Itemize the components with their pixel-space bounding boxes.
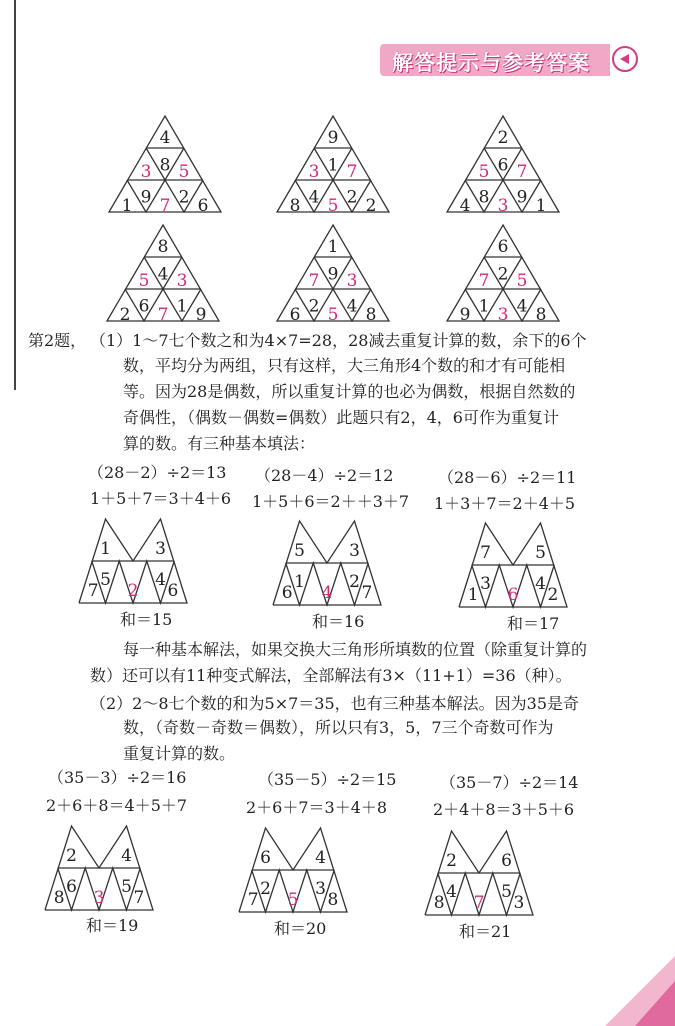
number-triangle — [272, 520, 382, 606]
cell-number: 7 — [346, 162, 358, 182]
cell-number: 2 — [497, 128, 509, 148]
cell-number: 2 — [497, 264, 509, 285]
cell-number: 5 — [535, 543, 546, 563]
cell-number: 8 — [327, 890, 339, 910]
equation: （35－3）÷2＝16 — [48, 768, 187, 787]
cell-number: 1 — [467, 585, 479, 605]
equation: 2＋4＋8＝3＋5＋6 — [433, 800, 575, 819]
cell-number: 7 — [133, 888, 145, 908]
cell-number: 5 — [294, 541, 305, 561]
equation: 1＋5＋6＝2＋＋3＋7 — [252, 492, 410, 511]
cell-number: 5 — [327, 305, 339, 325]
cell-number: 5 — [121, 877, 132, 898]
cell-number: 8 — [159, 155, 171, 176]
cell-number: 2 — [365, 196, 377, 216]
cell-number: 1 — [535, 196, 547, 216]
cell-number: 6 — [289, 305, 301, 325]
cell-number: 5 — [287, 890, 299, 910]
cell-number: 8 — [478, 187, 490, 208]
cell-number: 5 — [501, 882, 512, 903]
cell-number: 7 — [516, 162, 528, 182]
cell-number: 7 — [157, 305, 169, 325]
cell-number: 2 — [308, 296, 320, 317]
cell-number: 7 — [159, 196, 171, 216]
page-corner-decoration — [595, 956, 675, 1026]
equation: （28－2）÷2＝13 — [88, 463, 227, 482]
number-triangle — [44, 825, 154, 911]
cell-number: 6 — [138, 296, 150, 317]
cell-number: 7 — [308, 271, 320, 291]
cell-number: 9 — [195, 305, 207, 325]
cell-number: 5 — [178, 162, 190, 182]
number-triangle — [106, 224, 220, 325]
cell-number: 8 — [535, 305, 547, 325]
cell-number: 1 — [100, 539, 111, 559]
number-triangle — [446, 115, 560, 216]
cell-number: 3 — [155, 539, 166, 559]
left-margin-rule — [14, 0, 16, 390]
cell-number: 8 — [365, 305, 377, 325]
cell-number: 8 — [433, 893, 445, 913]
paragraph-line: 每一种基本解法，如果交换大三角形所填数的位置（除重复计算的 — [123, 640, 588, 659]
number-triangle — [276, 115, 390, 216]
cell-number: 3 — [349, 541, 360, 561]
paragraph-line: 奇偶性，（偶数－偶数=偶数）此题只有2，4，6可作为重复计 — [123, 408, 559, 427]
cell-number: 7 — [247, 890, 259, 910]
cell-number: 2 — [346, 187, 358, 208]
sum-label: 和＝20 — [274, 919, 327, 938]
cell-number: 3 — [513, 893, 525, 913]
cell-number: 2 — [127, 581, 139, 601]
header-title: 解答提示与参考答案 — [392, 51, 590, 75]
cell-number: 6 — [66, 877, 77, 898]
paragraph-line: 等。因为28是偶数，所以重复计算的也必为偶数，根据自然数的 — [123, 382, 576, 401]
paragraph-line: 数）还可以有11种变式解法，全部解法有3×（11+1）=36（种）。 — [90, 666, 572, 685]
cell-number: 3 — [346, 271, 358, 291]
cell-number: 2 — [66, 846, 77, 866]
cell-number: 4 — [321, 583, 333, 603]
question-label: 第2题， — [28, 331, 87, 350]
cell-number: 4 — [459, 196, 471, 216]
cell-number: 5 — [100, 570, 111, 591]
cell-number: 8 — [157, 237, 169, 257]
paragraph-line: 算的数。有三种基本填法： — [123, 434, 316, 453]
cell-number: 7 — [87, 581, 99, 601]
cell-number: 7 — [473, 893, 485, 913]
paragraph-line: （1）1～7七个数之和为4×7=28，28减去重复计算的数，余下的6个 — [90, 331, 587, 350]
cell-number: 4 — [535, 574, 546, 595]
cell-number: 8 — [53, 888, 65, 908]
cell-number: 5 — [327, 196, 339, 216]
number-triangle — [238, 827, 348, 913]
sum-label: 和＝19 — [86, 916, 139, 935]
cell-number: 8 — [289, 196, 301, 216]
equation: （28－4）÷2＝12 — [255, 466, 394, 485]
cell-number: 4 — [155, 570, 166, 591]
cell-number: 6 — [167, 581, 179, 601]
sum-label: 和＝17 — [507, 614, 560, 633]
cell-number: 3 — [315, 879, 326, 900]
cell-number: 4 — [315, 848, 326, 868]
cell-number: 6 — [501, 851, 512, 871]
number-triangle — [424, 830, 534, 916]
cell-number: 6 — [497, 237, 509, 257]
sum-label: 和＝21 — [459, 922, 512, 941]
cell-number: 9 — [140, 187, 152, 208]
cell-number: 1 — [121, 196, 133, 216]
cell-number: 4 — [121, 846, 132, 866]
cell-number: 2 — [178, 187, 190, 208]
cell-number: 4 — [308, 187, 320, 208]
cell-number: 5 — [516, 271, 528, 291]
paragraph-line: 数，平均分为两组，只有这样，大三角形4个数的和才有可能相 — [123, 356, 566, 375]
cell-number: 1 — [294, 572, 305, 593]
equation: 1＋3＋7＝2＋4＋5 — [434, 494, 576, 513]
cell-number: 2 — [260, 879, 271, 900]
cell-number: 9 — [459, 305, 471, 325]
number-triangle — [458, 522, 568, 608]
equation: （28－6）÷2＝11 — [438, 468, 577, 487]
equation: 2＋6＋7＝3＋4＋8 — [246, 798, 388, 817]
cell-number: 6 — [281, 583, 293, 603]
cell-number: 6 — [260, 848, 271, 868]
cell-number: 5 — [478, 162, 490, 182]
cell-number: 9 — [516, 187, 528, 208]
cell-number: 2 — [349, 572, 360, 593]
sum-label: 和＝16 — [312, 612, 365, 631]
paragraph-line: （2）2～8七个数的和为5×7＝35，也有三种基本解法。因为35是奇 — [90, 694, 580, 713]
cell-number: 3 — [480, 574, 491, 595]
cell-number: 4 — [159, 128, 171, 148]
cell-number: 6 — [507, 585, 519, 605]
cell-number: 2 — [547, 585, 559, 605]
number-triangle — [446, 224, 560, 325]
cell-number: 2 — [119, 305, 131, 325]
cell-number: 7 — [478, 271, 490, 291]
paragraph-line: 重复计算的数。 — [123, 744, 236, 763]
number-triangle — [276, 224, 390, 325]
back-arrow-icon[interactable] — [612, 46, 638, 72]
cell-number: 1 — [327, 237, 339, 257]
cell-number: 4 — [346, 296, 358, 317]
equation: 2＋6＋8＝4＋5＋7 — [46, 796, 188, 815]
cell-number: 6 — [197, 196, 209, 216]
cell-number: 3 — [93, 888, 105, 908]
paragraph-line: 数，（奇数－奇数＝偶数），所以只有3，5，7三个奇数可作为 — [123, 718, 554, 737]
cell-number: 3 — [497, 196, 509, 216]
cell-number: 6 — [497, 155, 509, 176]
cell-number: 7 — [480, 543, 491, 563]
cell-number: 3 — [140, 162, 152, 182]
number-triangle — [78, 518, 188, 604]
cell-number: 4 — [516, 296, 528, 317]
cell-number: 1 — [478, 296, 490, 317]
number-triangle — [108, 115, 222, 216]
cell-number: 7 — [361, 583, 373, 603]
equation: （35－5）÷2＝15 — [258, 770, 397, 789]
cell-number: 3 — [497, 305, 509, 325]
cell-number: 4 — [446, 882, 457, 903]
sum-label: 和＝15 — [120, 610, 173, 629]
cell-number: 3 — [176, 271, 188, 291]
cell-number: 2 — [446, 851, 457, 871]
cell-number: 9 — [327, 128, 339, 148]
cell-number: 5 — [138, 271, 150, 291]
equation: 1＋5＋7＝3＋4＋6 — [90, 489, 232, 508]
cell-number: 9 — [327, 264, 339, 285]
cell-number: 4 — [157, 264, 169, 285]
cell-number: 1 — [176, 296, 188, 317]
cell-number: 1 — [327, 155, 339, 176]
equation: （35－7）÷2＝14 — [440, 773, 579, 792]
cell-number: 3 — [308, 162, 320, 182]
